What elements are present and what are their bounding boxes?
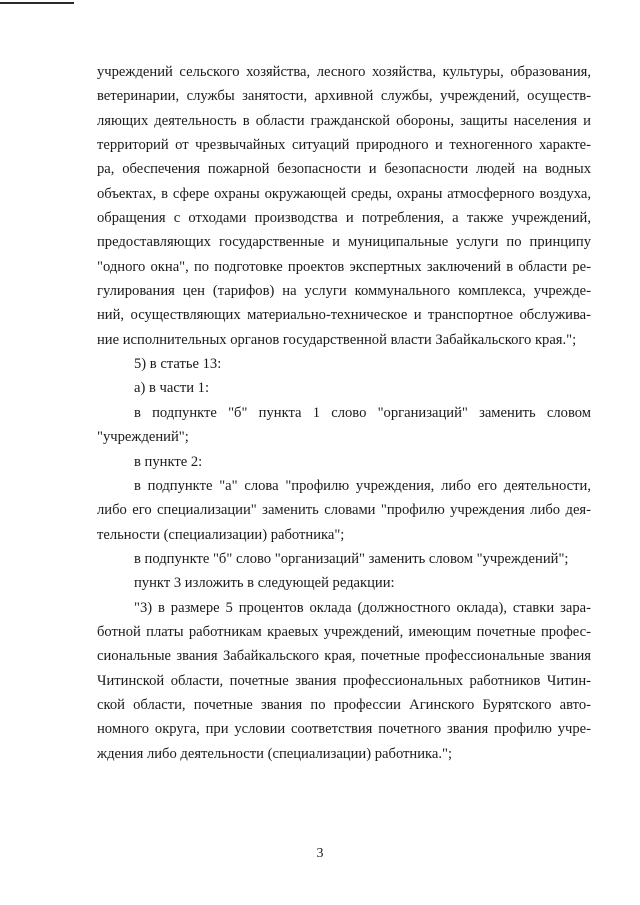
text-line: учреждений сельского хозяйства, лесного хозяйства, культуры, образования, — [97, 64, 591, 80]
text-line: номного округа, при условии соответствия почетного звания профилю учре- — [97, 721, 591, 738]
text-line: сиональные звания Забайкальского края, почетные профессиональные звания — [97, 648, 591, 665]
document-body — [97, 60, 591, 766]
text-line: а) в части 1: — [134, 380, 210, 397]
text-line: в подпункте "а" слова "профилю учреждения, либо его деятельности, — [134, 477, 591, 494]
text-line: либо его специализации" заменить словами "профилю учреждения либо дея- — [97, 502, 591, 519]
text-line: предоставляющих государственные и муниципальные услуги по принципу — [97, 234, 591, 251]
text-line: в подпункте "б" пункта 1 слово "организаций" заменить словом — [134, 404, 591, 421]
text-line: территорий от чрезвычайных ситуаций природного и техногенного характе- — [97, 137, 591, 154]
text-line: ний, осуществляющих материально-техническое и транспортное обслужива- — [97, 307, 591, 324]
text-line: 5) в статье 13: — [134, 356, 222, 373]
text-line: ветеринарии, службы занятости, архивной службы, учреждений, осуществ- — [97, 88, 591, 105]
text-line: тельности (специализации) работника"; — [97, 526, 345, 543]
text-line: "учреждений"; — [97, 429, 189, 446]
text-line: ботной платы работникам краевых учреждений, имеющим почетные профес- — [97, 623, 591, 640]
text-line: объектах, в сфере охраны окружающей среды, охраны атмосферного воздуха, — [97, 185, 591, 202]
text-line: ние исполнительных органов государственной власти Забайкальского края."; — [97, 331, 577, 348]
text-line: в подпункте "б" слово "организаций" заменить словом "учреждений"; — [134, 550, 569, 567]
text-line: гулирования цен (тарифов) на услуги коммунального комплекса, учрежде- — [97, 283, 591, 300]
text-line: Читинской области, почетные звания профессиональных работников Читин- — [97, 672, 591, 689]
text-line: пункт 3 изложить в следующей редакции: — [134, 575, 395, 592]
text-line: ждения либо деятельности (специализации) работника."; — [97, 745, 453, 762]
text-line: ра, обеспечения пожарной безопасности и безопасности людей на водных — [97, 161, 591, 178]
text-line: в пункте 2: — [134, 453, 203, 470]
text-line: ляющих деятельность в области гражданской обороны, защиты населения и — [97, 112, 591, 129]
top-rule — [0, 2, 74, 4]
text-line: обращения с отходами производства и потребления, а также учреждений, — [97, 210, 591, 227]
page-number: 3 — [316, 846, 324, 861]
text-line: "одного окна", по подготовке проектов экспертных заключений в области ре- — [97, 258, 591, 275]
text-line: ской области, почетные звания по профессии Агинского Бурятского авто- — [97, 696, 591, 713]
text-line: "3) в размере 5 процентов оклада (должностного оклада), ставки зара- — [134, 599, 591, 616]
